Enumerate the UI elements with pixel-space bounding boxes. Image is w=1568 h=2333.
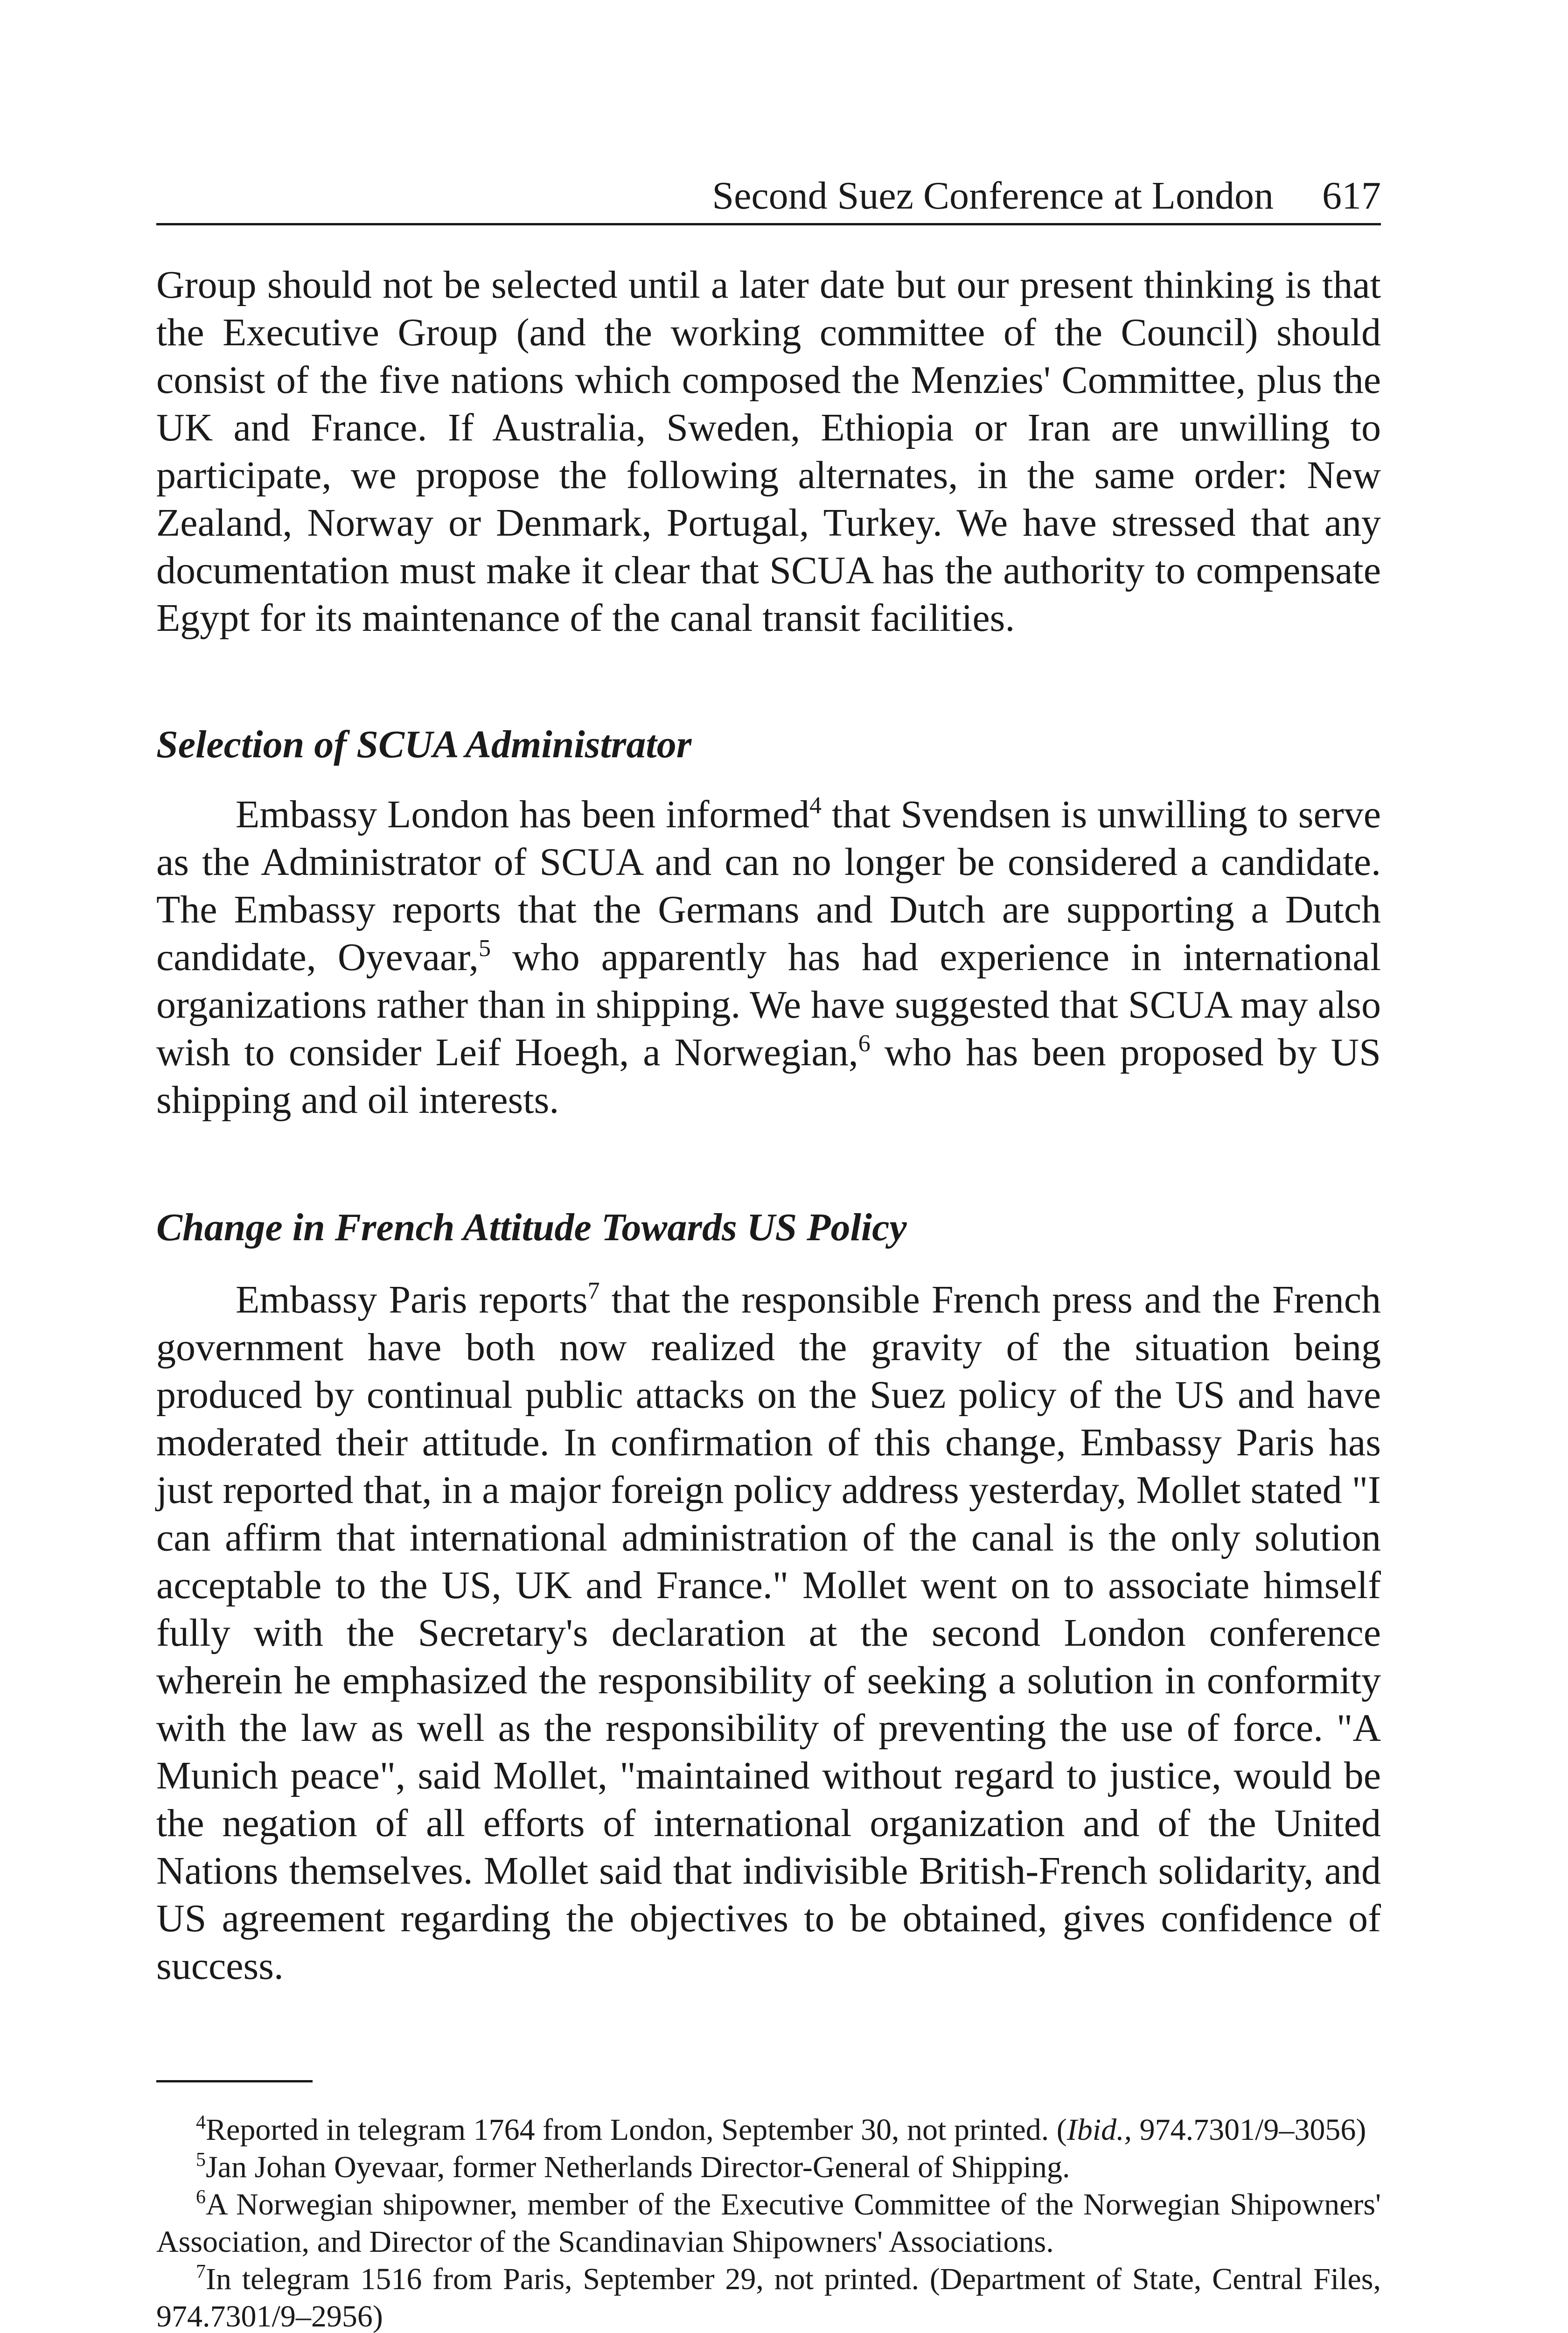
footnote-text: A Norwegian shipowner, member of the Executive Committee of the Norwegian Shipowners' Association, and Director of the Scandinavian Shipowners' Associations. [156,2187,1381,2259]
footnote-text: Jan Johan Oyevaar, former Netherlands Director-General of Shipping. [206,2150,1070,2184]
paragraph-text: that Svendsen is unwilling to serve as the Administrator of SCUA and can no longer be considered a candidate. The Embassy reports that the Germans and Dutch are supporting a Dutch candidate, Oyevaar, [156,793,1381,979]
footnote-6 [156,2186,1381,2261]
footnote-5 [156,2149,1381,2186]
footnote-ref-6: 6 [858,1030,871,1057]
footnote-ref-4: 4 [809,792,822,819]
header-title: Second Suez Conference at London [712,174,1274,217]
footnote-divider [156,2080,313,2082]
footnote-text: In telegram 1516 from Paris, September 29, not printed. (Department of State, Central Files, 974.7301/9–2956) [156,2262,1381,2333]
french-attitude-paragraph [156,1276,1381,1990]
footnote-ref-5: 5 [478,935,491,962]
paragraph-text: who has been proposed by US shipping and oil interests. [156,1031,1381,1122]
footnote-text: 974.7301/9–3056) [1132,2113,1366,2147]
section-heading-french-attitude: Change in French Attitude Towards US Policy [156,1206,907,1249]
footnote-number: 7 [196,2261,206,2283]
section-administrator-block [156,791,1381,1124]
footnote-text: Reported in telegram 1764 from London, September 30, not printed. ( [206,2113,1067,2147]
footnotes [156,2111,1381,2333]
paragraph-text: that the responsible French press and the French government have both now realized the gravity of the situation being produced by continual public attacks on the Suez policy of the US and have moderated their attitude. In confirmation of this change, Embassy Paris has just reported that, in a major foreign policy address yesterday, Mollet stated "I can affirm that international administration of the canal is the only solution acceptable to the US, UK and France." Mollet went on to associate himself fully with the Secretary's declaration at the second London conference wherein he emphasized the responsibility of seeking a solution in conformity with the law as well as the responsibility of preventing the use of force. "A Munich peace", said Mollet, "maintained without regard to justice, would be the negation of all efforts of international organization and of the United Nations themselves. Mollet said that indivisible British-French solidarity, and US agreement regarding the objectives to be obtained, gives confidence of success. [156,1278,1381,1988]
paragraph-text: Embassy Paris reports [236,1278,588,1321]
footnote-number: 6 [196,2186,206,2208]
paragraph-text: who apparently has had experience in international organizations rather than in shipping. We have suggested that SCUA may also wish to consider Leif Hoegh, a Norwegian, [156,936,1381,1074]
footnote-number: 4 [196,2112,206,2133]
section-french-block [156,1276,1381,1990]
intro-paragraph-block [156,261,1381,642]
running-header [156,176,1381,225]
paragraph-text: Embassy London has been informed [236,793,810,836]
intro-paragraph: Group should not be selected until a later date but our present thinking is that the Executive Group (and the working committee of the Council) should consist of the five nations which composed the Menzies' Committee, plus the UK and France. If Australia, Sweden, Ethiopia or Iran are unwilling to participate, we propose the following alternates, in the same order: New Zealand, Norway or Denmark, Portugal, Turkey. We have stressed that any documentation must make it clear that SCUA has the authority to compensate Egypt for its maintenance of the canal transit facilities. [156,263,1381,640]
footnote-number: 5 [196,2149,206,2171]
administrator-paragraph [156,791,1381,1124]
footnote-ref-7: 7 [587,1278,600,1304]
footnote-7 [156,2261,1381,2333]
footnote-4 [156,2111,1381,2149]
section-heading-administrator: Selection of SCUA Administrator [156,723,692,766]
footnote-italic: Ibid., [1066,2113,1132,2147]
page-number: 617 [1322,174,1381,217]
